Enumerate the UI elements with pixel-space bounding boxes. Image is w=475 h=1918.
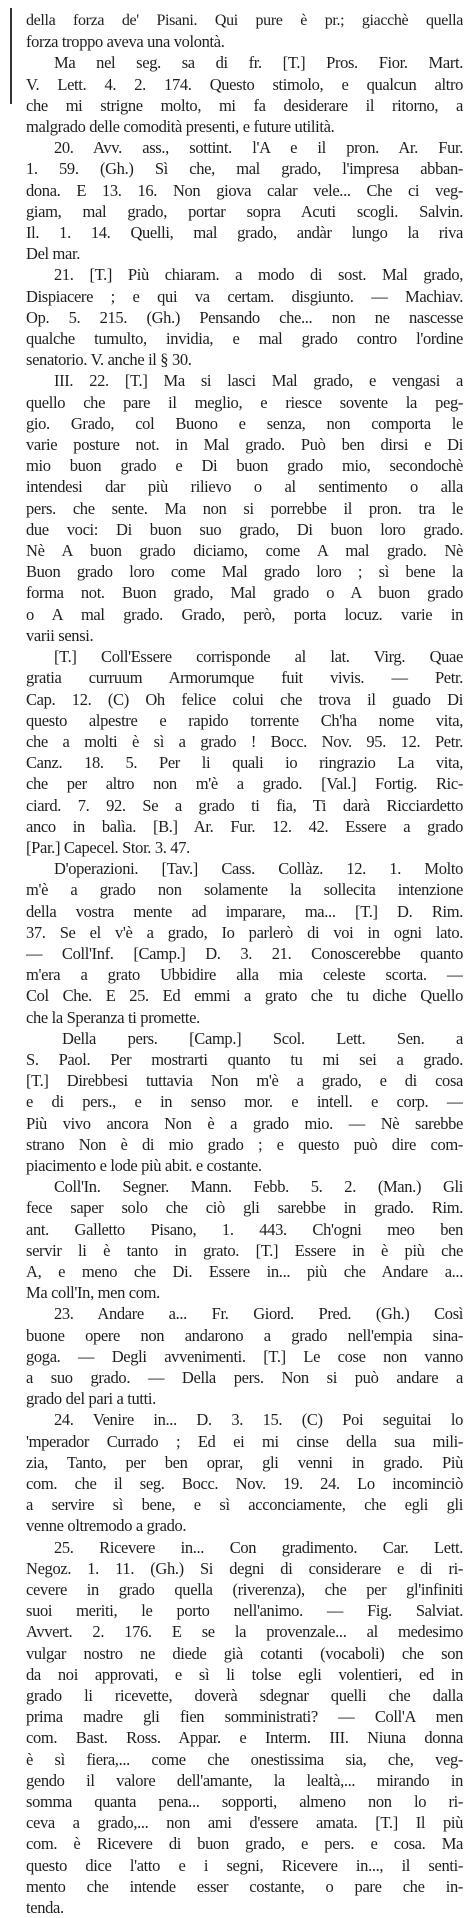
text-line: prima madre gli fien somministrati? — Coll'A men bbox=[26, 1707, 463, 1727]
text-line: da noi approvati, e sì li tolse egli volentieri, ed in bbox=[26, 1664, 463, 1684]
text-line: Negoz. 1. 11. (Gh.) Si degni di considerare e di ri- bbox=[26, 1558, 463, 1578]
text-line: anco in balìa. [B.] Ar. Fur. 12. 42. Essere a grado bbox=[26, 816, 463, 836]
text-line: due voci: Di buon suo grado, Di buon loro grado. bbox=[26, 519, 463, 539]
text-line: m'era a grato Ubbidire alla mia celeste scorta. — bbox=[26, 965, 463, 985]
text-line: m'è a grado non solamente la sollecita intenzione bbox=[26, 880, 463, 900]
text-line: mio buon grado e Di buon grado mio, secondochè bbox=[26, 456, 463, 476]
text-line: venne oltremodo a grado. bbox=[26, 1516, 187, 1536]
text-line: strano Non è di mio grado ; e questo può dire com- bbox=[26, 1134, 463, 1154]
text-line: che per altro non m'è a grado. [Val.] Fortig. Ric- bbox=[26, 774, 463, 794]
text-line: Coll'In. Segner. Mann. Febb. 5. 2. (Man.) Gli bbox=[54, 1177, 463, 1197]
text-line: Del mar. bbox=[26, 244, 81, 264]
text-line: Nè A buon grado diciamo, come A mal grado. Nè bbox=[26, 541, 463, 561]
text-line: a suo grado. — Della pers. Non si può andare a bbox=[26, 1368, 463, 1387]
text-line: 21. [T.] Più chiaram. a modo di sost. Mal grado, bbox=[54, 265, 463, 285]
text-line: pers. che sente. Ma non si porrebbe il pron. tra le bbox=[26, 498, 463, 518]
dictionary-entry-text bbox=[26, 10, 463, 1918]
text-line: dona. E 13. 16. Non giova calar vele... Che ci veg- bbox=[26, 180, 463, 200]
text-line: Buon grado loro come Mal grado loro ; sì bene la bbox=[26, 562, 463, 582]
text-line: forma not. Buon grado, Mal grado o A buon grado bbox=[26, 583, 463, 603]
text-line: che mi strigne molto, mi fa desiderare il ritorno, a bbox=[26, 95, 463, 115]
text-line: tenda. bbox=[26, 1898, 64, 1918]
text-line: intendesi dar più rilievo o al sentimento o alla bbox=[26, 477, 463, 497]
text-line: 'mperador Currado ; Ed ei mi cinse della sua mili- bbox=[26, 1431, 463, 1451]
text-line: questo dice l'atto e i segni, Ricevere in..., il senti- bbox=[26, 1855, 463, 1875]
text-line: o A mal grado. Grado, però, porta locuz. varie in bbox=[26, 604, 463, 624]
text-line: Più vivo ancora Non è a grado mio. — Nè sarebbe bbox=[26, 1113, 463, 1133]
text-line: zia, Tanto, per ben oprar, gli venni in grado. Più bbox=[26, 1452, 463, 1472]
text-line: a servire sì bene, e sì acconciamente, che egli gli bbox=[26, 1495, 463, 1515]
text-line: 20. Avv. ass., sottint. l'A e il pron. Ar. Fur. bbox=[54, 138, 463, 158]
text-line: — Coll'Inf. [Camp.] D. 3. 21. Conoscerebbe quanto bbox=[26, 943, 463, 963]
text-line: S. Paol. Per mostrarti quanto tu mi sei a grado. bbox=[26, 1049, 463, 1069]
text-line: questo alpestre e rapido torrente Ch'ha nome vita, bbox=[26, 710, 463, 730]
text-line: Il. 1. 14. Quelli, mal grado, andàr lungo la riva bbox=[26, 223, 463, 243]
text-line: goga. — Degli avvenimenti. [T.] Le cose non vanno bbox=[26, 1346, 463, 1366]
text-line: gendo il valore dell'amante, la lealtà,... mirando in bbox=[26, 1770, 463, 1790]
text-line: Col Che. E 25. Ed emmi a grato che tu diche Quello bbox=[26, 986, 463, 1006]
text-line: [T.] Direbbesi tuttavia Non m'è a grado, e di cosa bbox=[26, 1071, 463, 1091]
text-line: e di pers., e in senso mor. e intell. e corp. — bbox=[26, 1092, 463, 1112]
text-line: D'operazioni. [Tav.] Cass. Collàz. 12. 1. Molto bbox=[54, 859, 463, 879]
text-line: [T.] Coll'Essere corrisponde al lat. Virg. Quae bbox=[54, 647, 463, 667]
text-line: varii sensi. bbox=[26, 625, 94, 645]
text-line: è sì fiera,... come che onestissima sia, che, veg- bbox=[26, 1749, 463, 1769]
text-line: che la Speranza ti promette. bbox=[26, 1007, 200, 1027]
text-line: mento che intende esser costante, o pare che in- bbox=[26, 1876, 463, 1896]
text-line: somma quanta pena... sopporti, almeno non lo ri- bbox=[26, 1792, 463, 1812]
text-line: gratia curruum Armorumque fuit vivis. — Petr. bbox=[26, 668, 463, 688]
text-line: Ma coll'In, men com. bbox=[26, 1283, 160, 1303]
text-line: grado li ricevette, doverà sdegnar quelli che dalla bbox=[26, 1686, 463, 1706]
text-line: com. Bast. Ross. Appar. e Interm. III. Niuna donna bbox=[26, 1728, 463, 1748]
text-line: 23. Andare a... Fr. Giord. Pred. (Gh.) Così bbox=[54, 1304, 463, 1324]
text-line: ciard. 7. 92. Se a grado ti fia, Ti darà Ricciardetto bbox=[26, 795, 463, 815]
text-line: Cap. 12. (C) Oh felice colui che trova il guado Di bbox=[26, 689, 463, 709]
text-line: com. che il seg. Bocc. Nov. 19. 24. Lo incominciò bbox=[26, 1474, 463, 1494]
text-line: cevere in grado quella (riverenza), che per gl'infiniti bbox=[26, 1580, 463, 1600]
text-line: senatorio. V. anche il § 30. bbox=[26, 350, 192, 370]
text-line: ceva a grado,... non ami d'essere amata. [T.] Il più bbox=[26, 1813, 463, 1833]
text-line: [Par.] Capecel. Stor. 3. 47. bbox=[26, 837, 190, 857]
text-line: buone opere non andarono a grado nell'empia sina- bbox=[26, 1325, 463, 1345]
text-line: quello che pare il meglio, e riesce sovente la peg- bbox=[26, 392, 463, 412]
text-line: fece saper solo che ciò gli sarebbe in grado. Rim. bbox=[26, 1198, 463, 1218]
text-line: della forza de' Pisani. Qui pure è pr.; giacchè quella bbox=[26, 12, 463, 29]
text-line: servir li è tanto in grato. [T.] Essere in è più che bbox=[26, 1240, 463, 1260]
text-line: Dispiacere ; e qui va certam. disgiunto. — Machiav. bbox=[26, 286, 463, 306]
text-line: 37. Se el v'è a grado, Io parlerò di voi in ogni lato. bbox=[26, 922, 463, 942]
text-line: ant. Galletto Pisano, 1. 443. Ch'ogni meo ben bbox=[26, 1219, 463, 1239]
text-line: A, e meno che Di. Essere in... più che Andare a... bbox=[26, 1261, 463, 1281]
text-line: della vostra mente ad imparare, ma... [T.] D. Rim. bbox=[26, 901, 463, 921]
text-line: forza troppo aveva una volontà. bbox=[26, 32, 225, 52]
text-line: piacimento e lode più abit. e costante. bbox=[26, 1155, 262, 1175]
text-line: varie posture not. in Mal grado. Può ben dirsi e Di bbox=[26, 435, 463, 455]
text-line: grado del pari a tutti. bbox=[26, 1389, 156, 1409]
text-line: V. Lett. 4. 2. 174. Questo stimolo, e qualcun altro bbox=[26, 74, 463, 94]
text-line: Della pers. [Camp.] Scol. Lett. Sen. a bbox=[62, 1028, 463, 1048]
text-line: malgrado delle comodità presenti, e future utilità. bbox=[26, 117, 335, 137]
text-line: Op. 5. 215. (Gh.) Pensando che... non ne nascesse bbox=[26, 307, 463, 327]
text-line: Canz. 18. 5. Per li quali io ringrazio La vita, bbox=[26, 753, 463, 773]
text-line: 1. 59. (Gh.) Sì che, mal grado, l'impresa abban- bbox=[26, 159, 463, 179]
text-line: 25. Ricevere in... Con gradimento. Car. Lett. bbox=[54, 1537, 463, 1557]
text-line: 24. Venire in... D. 3. 15. (C) Poi seguitai lo bbox=[54, 1410, 463, 1430]
text-line: suoi meriti, le porto nell'animo. — Fig. Salviat. bbox=[26, 1601, 463, 1621]
text-line: vulgar nostro ne diede già cotanti (vocaboli) che son bbox=[26, 1643, 463, 1663]
text-line: giam, mal grado, portar sopra Acuti scogli. Salvin. bbox=[26, 201, 463, 221]
text-line: gio. Grado, col Buono e senza, non comporta le bbox=[26, 413, 463, 433]
text-line: Ma nel seg. sa di fr. [T.] Pros. Fior. Mart. bbox=[54, 53, 463, 73]
text-line: III. 22. [T.] Ma si lasci Mal grado, e vengasi a bbox=[54, 371, 463, 391]
text-line: che a molti è sì a grado ! Bocc. Nov. 95. 12. Petr. bbox=[26, 731, 463, 751]
text-line: com. è Ricevere di buon grado, e pers. e cosa. Ma bbox=[26, 1834, 463, 1854]
text-line: qualche tumulto, invidia, e mal grado contro l'ordine bbox=[26, 329, 463, 349]
text-line: Avvert. 2. 176. E se la provenzale... al medesimo bbox=[26, 1622, 463, 1642]
